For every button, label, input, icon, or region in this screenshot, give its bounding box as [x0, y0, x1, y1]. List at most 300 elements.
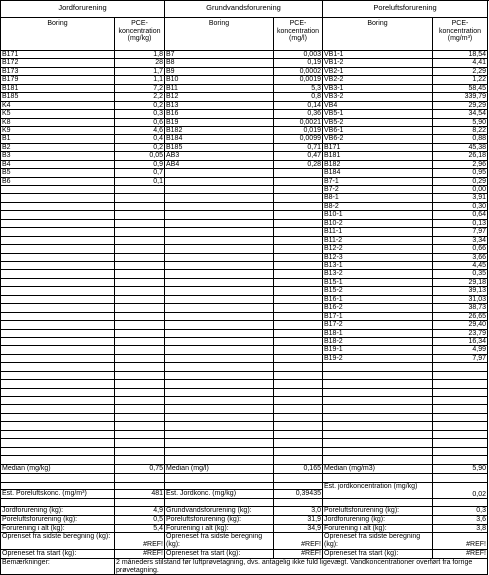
concentration-cell[interactable]: 29,29	[433, 102, 488, 110]
boring-cell[interactable]	[1, 237, 115, 245]
boring-cell[interactable]	[165, 389, 274, 397]
concentration-cell[interactable]: 3,34	[433, 237, 488, 245]
concentration-cell[interactable]: 0,0021	[274, 119, 323, 127]
boring-cell[interactable]	[1, 363, 115, 372]
boring-cell[interactable]	[323, 363, 433, 372]
concentration-cell[interactable]: 0,1	[115, 178, 165, 186]
boring-cell[interactable]: B7	[165, 51, 274, 59]
concentration-cell[interactable]: 0,0099	[274, 135, 323, 144]
boring-cell[interactable]	[165, 431, 274, 439]
concentration-cell[interactable]: 0,64	[433, 211, 488, 220]
concentration-cell[interactable]	[274, 355, 323, 363]
concentration-cell[interactable]: 339,79	[433, 93, 488, 102]
estimate-value[interactable]: 481	[115, 490, 165, 499]
summary-label[interactable]: Poreluftsforurening (kg):	[1, 516, 115, 525]
boring-cell[interactable]	[165, 270, 274, 279]
concentration-cell[interactable]: 38,73	[433, 304, 488, 313]
concentration-cell[interactable]: 1,7	[115, 68, 165, 76]
boring-cell[interactable]	[165, 439, 274, 448]
boring-cell[interactable]	[1, 431, 115, 439]
concentration-cell[interactable]	[115, 338, 165, 346]
boring-cell[interactable]: VB6-1	[323, 127, 433, 135]
boring-cell[interactable]	[165, 330, 274, 338]
concentration-cell[interactable]: 0,8	[274, 93, 323, 102]
boring-cell[interactable]: B16	[165, 110, 274, 119]
blank-cell[interactable]	[165, 483, 274, 490]
boring-cell[interactable]: B11-2	[323, 237, 433, 245]
summary-label[interactable]: Jordforurening (kg):	[1, 507, 115, 516]
concentration-cell[interactable]	[274, 439, 323, 448]
concentration-cell[interactable]	[115, 313, 165, 321]
blank-cell[interactable]	[115, 474, 165, 483]
boring-cell[interactable]	[165, 456, 274, 465]
concentration-cell[interactable]: 28	[115, 59, 165, 68]
boring-cell[interactable]: B8-1	[323, 194, 433, 203]
boring-cell[interactable]	[1, 245, 115, 254]
boring-cell[interactable]	[1, 194, 115, 203]
summary-label[interactable]: Opreneset fra sidste beregning (kg):	[165, 533, 274, 550]
boring-cell[interactable]	[1, 422, 115, 431]
boring-cell[interactable]: B184	[323, 169, 433, 178]
concentration-cell[interactable]	[274, 422, 323, 431]
boring-cell[interactable]	[1, 456, 115, 465]
boring-cell[interactable]	[165, 448, 274, 456]
boring-cell[interactable]: VB2-2	[323, 76, 433, 85]
boring-cell[interactable]	[165, 203, 274, 211]
concentration-cell[interactable]	[274, 194, 323, 203]
concentration-cell[interactable]: 0,71	[274, 144, 323, 152]
estimate-label[interactable]: Est. jordkoncentration (mg/kg)	[323, 483, 433, 499]
boring-cell[interactable]	[165, 397, 274, 405]
concentration-cell[interactable]: 2,29	[433, 68, 488, 76]
concentration-cell[interactable]	[274, 270, 323, 279]
concentration-cell[interactable]: 0,30	[433, 203, 488, 211]
boring-cell[interactable]	[1, 313, 115, 321]
boring-cell[interactable]	[1, 346, 115, 355]
concentration-cell[interactable]: 7,97	[433, 228, 488, 237]
summary-value[interactable]: 3,6	[433, 516, 488, 525]
boring-cell[interactable]	[165, 296, 274, 304]
boring-cell[interactable]	[165, 211, 274, 220]
boring-cell[interactable]: B5	[1, 169, 115, 178]
summary-label[interactable]: Forurening i alt (kg):	[323, 525, 433, 533]
boring-cell[interactable]: B185	[165, 144, 274, 152]
boring-cell[interactable]: VB1-2	[323, 59, 433, 68]
boring-cell[interactable]	[165, 313, 274, 321]
concentration-cell[interactable]	[115, 237, 165, 245]
boring-cell[interactable]: B8-2	[323, 203, 433, 211]
boring-cell[interactable]: VB3-2	[323, 93, 433, 102]
boring-cell[interactable]	[165, 169, 274, 178]
concentration-cell[interactable]	[274, 262, 323, 270]
summary-label[interactable]: Opreneset fra start (kg):	[1, 550, 115, 559]
summary-label[interactable]: Forurening i alt (kg):	[165, 525, 274, 533]
summary-value[interactable]: #REF!	[115, 550, 165, 559]
boring-cell[interactable]	[165, 414, 274, 422]
blank-cell[interactable]	[165, 499, 274, 507]
concentration-cell[interactable]	[115, 279, 165, 287]
boring-cell[interactable]	[1, 279, 115, 287]
concentration-cell[interactable]	[433, 456, 488, 465]
boring-cell[interactable]	[165, 279, 274, 287]
concentration-cell[interactable]: 0,00	[433, 186, 488, 194]
boring-cell[interactable]: B11	[165, 85, 274, 93]
boring-cell[interactable]: VB2-1	[323, 68, 433, 76]
summary-value[interactable]: 3,0	[274, 507, 323, 516]
concentration-cell[interactable]	[274, 448, 323, 456]
concentration-cell[interactable]	[115, 321, 165, 330]
blank-cell[interactable]	[1, 483, 115, 490]
boring-cell[interactable]: B12	[165, 93, 274, 102]
concentration-cell[interactable]	[115, 355, 165, 363]
concentration-cell[interactable]	[115, 380, 165, 389]
boring-cell[interactable]: B185	[1, 93, 115, 102]
concentration-cell[interactable]	[433, 405, 488, 414]
concentration-cell[interactable]: 0,14	[274, 102, 323, 110]
concentration-cell[interactable]	[274, 321, 323, 330]
boring-cell[interactable]	[1, 296, 115, 304]
concentration-cell[interactable]	[115, 194, 165, 203]
concentration-cell[interactable]: 45,38	[433, 144, 488, 152]
boring-cell[interactable]: VB1-1	[323, 51, 433, 59]
boring-cell[interactable]: B7-1	[323, 178, 433, 186]
summary-label[interactable]: Poreluftsforurening (kg):	[323, 507, 433, 516]
concentration-cell[interactable]	[433, 372, 488, 380]
concentration-cell[interactable]: 0,3	[115, 110, 165, 119]
blank-cell[interactable]	[433, 474, 488, 483]
boring-cell[interactable]	[323, 456, 433, 465]
boring-cell[interactable]: B18-1	[323, 330, 433, 338]
concentration-cell[interactable]: 26,18	[433, 152, 488, 161]
concentration-cell[interactable]	[274, 414, 323, 422]
summary-value[interactable]: #REF!	[274, 533, 323, 550]
median-label[interactable]: Median (mg/kg)	[1, 465, 115, 474]
boring-cell[interactable]	[1, 262, 115, 270]
concentration-cell[interactable]: 1,22	[433, 76, 488, 85]
boring-cell[interactable]	[1, 228, 115, 237]
concentration-cell[interactable]: 0,6	[115, 119, 165, 127]
concentration-cell[interactable]: 7,97	[433, 355, 488, 363]
concentration-cell[interactable]: 26,65	[433, 313, 488, 321]
boring-cell[interactable]: B17-1	[323, 313, 433, 321]
boring-cell[interactable]	[165, 321, 274, 330]
boring-cell[interactable]	[165, 186, 274, 194]
boring-cell[interactable]	[1, 186, 115, 194]
concentration-cell[interactable]: 39,13	[433, 287, 488, 296]
summary-value[interactable]: 31,9	[274, 516, 323, 525]
concentration-cell[interactable]	[115, 304, 165, 313]
blank-cell[interactable]	[433, 499, 488, 507]
concentration-cell[interactable]	[115, 296, 165, 304]
summary-label[interactable]: Grundvandsforurening (kg):	[165, 507, 274, 516]
concentration-cell[interactable]: 0,0019	[274, 76, 323, 85]
concentration-cell[interactable]	[433, 397, 488, 405]
boring-cell[interactable]: VB6-2	[323, 135, 433, 144]
boring-cell[interactable]	[165, 346, 274, 355]
concentration-cell[interactable]: 5,90	[433, 119, 488, 127]
boring-cell[interactable]	[323, 431, 433, 439]
concentration-cell[interactable]	[433, 439, 488, 448]
boring-cell[interactable]: B2	[1, 144, 115, 152]
boring-cell[interactable]: AB4	[165, 161, 274, 169]
boring-cell[interactable]	[1, 380, 115, 389]
boring-cell[interactable]	[1, 414, 115, 422]
concentration-cell[interactable]	[115, 262, 165, 270]
boring-cell[interactable]: B171	[1, 51, 115, 59]
boring-cell[interactable]: VB5-2	[323, 119, 433, 127]
concentration-cell[interactable]: 3,66	[433, 254, 488, 262]
blank-cell[interactable]	[1, 474, 115, 483]
boring-cell[interactable]	[323, 372, 433, 380]
summary-value[interactable]: 4,9	[115, 507, 165, 516]
boring-cell[interactable]	[323, 405, 433, 414]
concentration-cell[interactable]	[115, 397, 165, 405]
concentration-cell[interactable]	[274, 279, 323, 287]
summary-label[interactable]: Opreneset fra start (kg):	[323, 550, 433, 559]
boring-cell[interactable]	[165, 405, 274, 414]
boring-cell[interactable]	[1, 439, 115, 448]
summary-value[interactable]: 3,8	[433, 525, 488, 533]
boring-cell[interactable]: B182	[165, 127, 274, 135]
summary-value[interactable]: #REF!	[433, 550, 488, 559]
concentration-cell[interactable]	[115, 245, 165, 254]
boring-cell[interactable]: B10	[165, 76, 274, 85]
boring-cell[interactable]	[1, 389, 115, 397]
concentration-cell[interactable]	[274, 186, 323, 194]
concentration-cell[interactable]	[115, 203, 165, 211]
boring-cell[interactable]	[165, 355, 274, 363]
boring-cell[interactable]: VB4	[323, 102, 433, 110]
concentration-cell[interactable]	[274, 372, 323, 380]
concentration-cell[interactable]	[274, 296, 323, 304]
concentration-cell[interactable]: 1,1	[115, 76, 165, 85]
concentration-cell[interactable]	[274, 245, 323, 254]
concentration-cell[interactable]	[274, 287, 323, 296]
concentration-cell[interactable]	[274, 389, 323, 397]
concentration-cell[interactable]	[115, 220, 165, 228]
boring-cell[interactable]	[165, 245, 274, 254]
concentration-cell[interactable]	[274, 228, 323, 237]
boring-cell[interactable]: B15-1	[323, 279, 433, 287]
concentration-cell[interactable]	[433, 363, 488, 372]
summary-label[interactable]: Forurening i alt (kg):	[1, 525, 115, 533]
boring-cell[interactable]: B10-1	[323, 211, 433, 220]
blank-cell[interactable]	[274, 483, 323, 490]
summary-label[interactable]: Poreluftsforurening (kg):	[165, 516, 274, 525]
concentration-cell[interactable]	[274, 380, 323, 389]
median-label[interactable]: Median (mg/l)	[165, 465, 274, 474]
boring-cell[interactable]: B179	[1, 76, 115, 85]
summary-value[interactable]: #REF!	[433, 533, 488, 550]
boring-cell[interactable]	[323, 380, 433, 389]
median-value[interactable]: 5,90	[433, 465, 488, 474]
boring-cell[interactable]	[165, 422, 274, 431]
concentration-cell[interactable]	[115, 254, 165, 262]
boring-cell[interactable]	[165, 254, 274, 262]
boring-cell[interactable]	[165, 237, 274, 245]
concentration-cell[interactable]	[115, 346, 165, 355]
boring-cell[interactable]: B171	[323, 144, 433, 152]
summary-value[interactable]: #REF!	[115, 533, 165, 550]
concentration-cell[interactable]: 2,2	[115, 93, 165, 102]
boring-cell[interactable]: B13-1	[323, 262, 433, 270]
concentration-cell[interactable]	[274, 397, 323, 405]
boring-cell[interactable]: B17-2	[323, 321, 433, 330]
concentration-cell[interactable]: 58,45	[433, 85, 488, 93]
boring-cell[interactable]: B9	[165, 68, 274, 76]
concentration-cell[interactable]: 0,13	[433, 220, 488, 228]
concentration-cell[interactable]: 0,29	[433, 178, 488, 186]
blank-cell[interactable]	[274, 499, 323, 507]
boring-cell[interactable]	[1, 220, 115, 228]
boring-cell[interactable]: B181	[1, 85, 115, 93]
boring-cell[interactable]: K5	[1, 110, 115, 119]
concentration-cell[interactable]	[115, 422, 165, 431]
summary-value[interactable]: 0,3	[433, 507, 488, 516]
concentration-cell[interactable]: 1,8	[115, 51, 165, 59]
boring-cell[interactable]	[165, 178, 274, 186]
concentration-cell[interactable]	[433, 380, 488, 389]
concentration-cell[interactable]: 4,6	[115, 127, 165, 135]
boring-cell[interactable]: B6	[1, 178, 115, 186]
concentration-cell[interactable]	[115, 287, 165, 296]
boring-cell[interactable]	[1, 270, 115, 279]
summary-value[interactable]: 5,4	[115, 525, 165, 533]
blank-cell[interactable]	[323, 474, 433, 483]
boring-cell[interactable]: B16-2	[323, 304, 433, 313]
boring-cell[interactable]: B172	[1, 59, 115, 68]
boring-cell[interactable]	[165, 380, 274, 389]
summary-value[interactable]: 0,5	[115, 516, 165, 525]
concentration-cell[interactable]: 4,99	[433, 346, 488, 355]
estimate-value[interactable]: 0,39435	[274, 490, 323, 499]
boring-cell[interactable]	[1, 287, 115, 296]
concentration-cell[interactable]: 0,95	[433, 169, 488, 178]
concentration-cell[interactable]	[115, 372, 165, 380]
blank-cell[interactable]	[115, 499, 165, 507]
boring-cell[interactable]: B13-2	[323, 270, 433, 279]
concentration-cell[interactable]	[274, 456, 323, 465]
summary-label[interactable]: Oprenset fra sidste beregning (kg):	[1, 533, 115, 550]
boring-cell[interactable]: K8	[1, 119, 115, 127]
concentration-cell[interactable]: 4,45	[433, 262, 488, 270]
boring-cell[interactable]: B1	[1, 135, 115, 144]
boring-cell[interactable]: B12-2	[323, 245, 433, 254]
boring-cell[interactable]: B19	[165, 119, 274, 127]
boring-cell[interactable]	[165, 338, 274, 346]
median-value[interactable]: 0,165	[274, 465, 323, 474]
boring-cell[interactable]	[1, 405, 115, 414]
concentration-cell[interactable]	[433, 414, 488, 422]
boring-cell[interactable]: B182	[323, 161, 433, 169]
estimate-value[interactable]: 0,02	[433, 483, 488, 499]
concentration-cell[interactable]	[274, 220, 323, 228]
boring-cell[interactable]: B15-2	[323, 287, 433, 296]
summary-value[interactable]: 34,9	[274, 525, 323, 533]
boring-cell[interactable]	[165, 363, 274, 372]
concentration-cell[interactable]	[274, 254, 323, 262]
concentration-cell[interactable]	[115, 270, 165, 279]
concentration-cell[interactable]	[433, 389, 488, 397]
concentration-cell[interactable]	[433, 422, 488, 431]
boring-cell[interactable]	[165, 304, 274, 313]
concentration-cell[interactable]: 23,79	[433, 330, 488, 338]
boring-cell[interactable]: B16-1	[323, 296, 433, 304]
boring-cell[interactable]	[323, 414, 433, 422]
concentration-cell[interactable]: 31,03	[433, 296, 488, 304]
boring-cell[interactable]	[1, 203, 115, 211]
concentration-cell[interactable]: 7,2	[115, 85, 165, 93]
concentration-cell[interactable]: 18,54	[433, 51, 488, 59]
boring-cell[interactable]	[323, 439, 433, 448]
boring-cell[interactable]: AB3	[165, 152, 274, 161]
boring-cell[interactable]	[165, 287, 274, 296]
concentration-cell[interactable]: 5,3	[274, 85, 323, 93]
boring-cell[interactable]	[165, 194, 274, 203]
concentration-cell[interactable]	[274, 211, 323, 220]
boring-cell[interactable]: B11-1	[323, 228, 433, 237]
concentration-cell[interactable]: 0,7	[115, 169, 165, 178]
boring-cell[interactable]: K9	[1, 127, 115, 135]
concentration-cell[interactable]	[274, 169, 323, 178]
concentration-cell[interactable]	[115, 228, 165, 237]
concentration-cell[interactable]: 0,36	[274, 110, 323, 119]
boring-cell[interactable]	[1, 330, 115, 338]
boring-cell[interactable]	[165, 372, 274, 380]
concentration-cell[interactable]: 0,9	[115, 161, 165, 169]
concentration-cell[interactable]: 0,019	[274, 127, 323, 135]
blank-cell[interactable]	[274, 474, 323, 483]
concentration-cell[interactable]	[115, 363, 165, 372]
blank-cell[interactable]	[1, 499, 115, 507]
concentration-cell[interactable]	[274, 304, 323, 313]
concentration-cell[interactable]	[274, 313, 323, 321]
concentration-cell[interactable]	[115, 389, 165, 397]
blank-cell[interactable]	[323, 499, 433, 507]
concentration-cell[interactable]	[115, 186, 165, 194]
concentration-cell[interactable]	[274, 405, 323, 414]
boring-cell[interactable]	[1, 397, 115, 405]
boring-cell[interactable]	[1, 321, 115, 330]
boring-cell[interactable]: B173	[1, 68, 115, 76]
concentration-cell[interactable]: 0,19	[274, 59, 323, 68]
concentration-cell[interactable]: 0,2	[115, 144, 165, 152]
boring-cell[interactable]: B12-3	[323, 254, 433, 262]
boring-cell[interactable]: VB5-1	[323, 110, 433, 119]
boring-cell[interactable]	[323, 448, 433, 456]
boring-cell[interactable]: B18-2	[323, 338, 433, 346]
concentration-cell[interactable]	[433, 448, 488, 456]
boring-cell[interactable]: B3	[1, 152, 115, 161]
concentration-cell[interactable]	[433, 431, 488, 439]
concentration-cell[interactable]: 34,54	[433, 110, 488, 119]
concentration-cell[interactable]: 16,34	[433, 338, 488, 346]
concentration-cell[interactable]	[274, 346, 323, 355]
boring-cell[interactable]: B13	[165, 102, 274, 110]
concentration-cell[interactable]: 0,66	[433, 245, 488, 254]
boring-cell[interactable]	[1, 304, 115, 313]
concentration-cell[interactable]	[274, 431, 323, 439]
concentration-cell[interactable]: 3,91	[433, 194, 488, 203]
concentration-cell[interactable]	[115, 431, 165, 439]
boring-cell[interactable]	[1, 254, 115, 262]
concentration-cell[interactable]	[115, 405, 165, 414]
concentration-cell[interactable]	[115, 448, 165, 456]
concentration-cell[interactable]: 0,35	[433, 270, 488, 279]
concentration-cell[interactable]	[115, 330, 165, 338]
concentration-cell[interactable]	[274, 363, 323, 372]
boring-cell[interactable]	[1, 372, 115, 380]
